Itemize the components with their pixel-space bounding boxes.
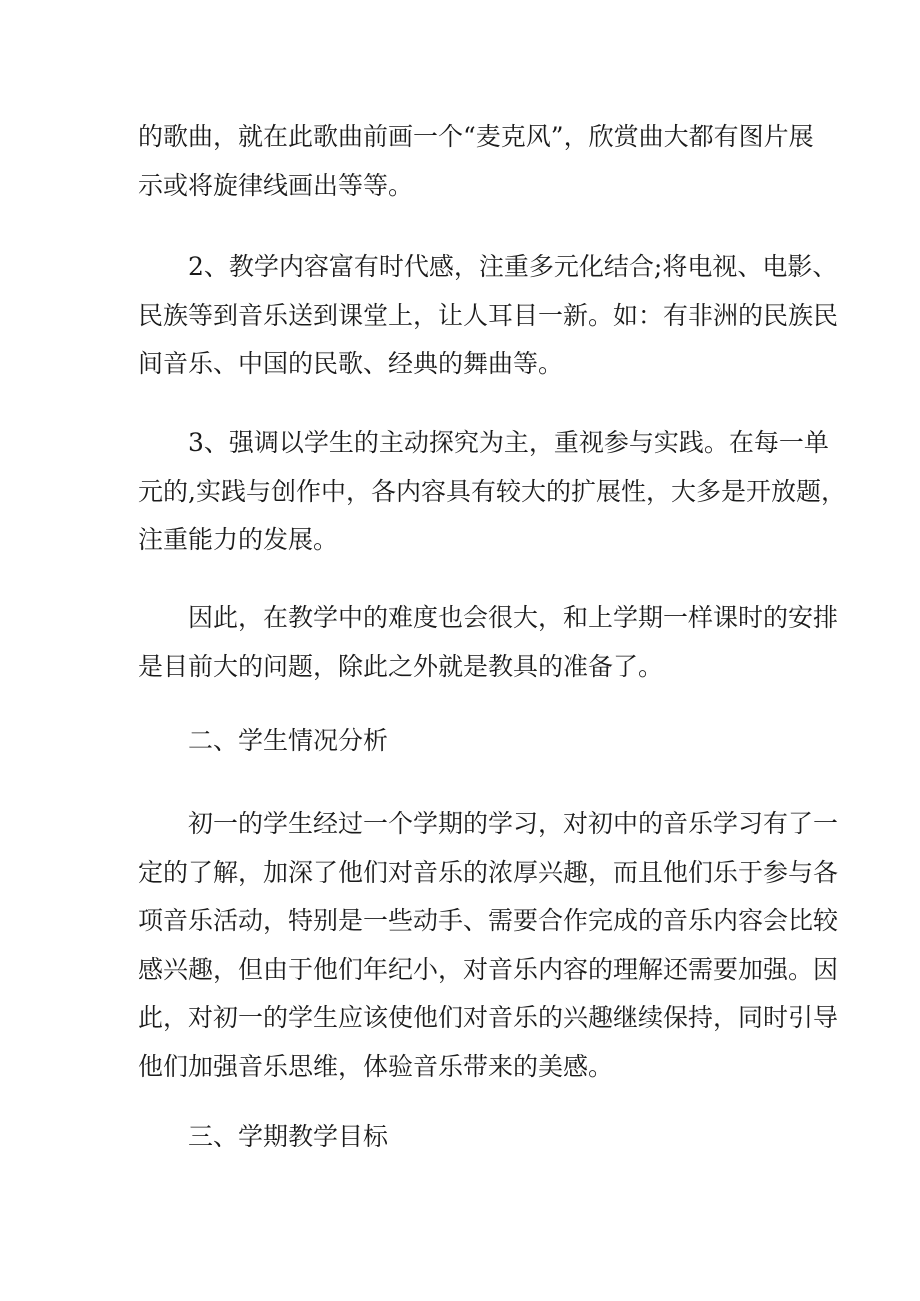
paragraph-conclusion (138, 594, 839, 691)
text-line: 民族等到音乐送到课堂上，让人耳目一新。如：有非洲的民族民 (138, 300, 839, 330)
text-line: 是目前大的问题，除此之外就是教具的准备了。 (138, 651, 664, 681)
paragraph-point-2 (138, 243, 839, 389)
text-line: 示或将旋律线画出等等。 (138, 170, 414, 200)
heading-text: 三、学期教学目标 (188, 1122, 389, 1151)
paragraph-students (138, 800, 839, 1091)
heading-text: 二、学生情况分析 (188, 726, 389, 755)
text-line: 定的了解，加深了他们对音乐的浓厚兴趣，而且他们乐于参与各 (138, 857, 839, 887)
text-line: 项音乐活动，特别是一些动手、需要合作完成的音乐内容会比较 (138, 906, 839, 935)
text-line: 2、教学内容富有时代感，注重多元化结合;将电视、电影、 (188, 252, 838, 281)
text-line: 因此，在教学中的难度也会很大，和上学期一样课时的安排 (188, 603, 839, 632)
text-line: 初一的学生经过一个学期的学习，对初中的音乐学习有了一 (188, 809, 839, 838)
text-line: 他们加强音乐思维，体验音乐带来的美感。 (138, 1051, 614, 1081)
text-line: 3、强调以学生的主动探究为主，重视参与实践。在每一单 (188, 428, 829, 457)
text-line: 元的,实践与创作中，各内容具有较大的扩展性，大多是开放题， (138, 476, 846, 506)
paragraph-intro-continued (138, 113, 814, 210)
text-line: 的歌曲，就在此歌曲前画一个“麦克风”，欣赏曲大都有图片展 (138, 122, 814, 151)
paragraph-point-3 (138, 419, 846, 565)
section-heading-semester-goals (138, 1113, 798, 1162)
text-line: 此，对初一的学生应该使他们对音乐的兴趣继续保持，同时引导 (138, 1003, 839, 1032)
text-line: 注重能力的发展。 (138, 525, 339, 554)
text-line: 间音乐、中国的民歌、经典的舞曲等。 (138, 349, 564, 378)
text-line: 感兴趣，但由于他们年纪小，对音乐内容的理解还需要加强。因 (138, 954, 839, 984)
section-heading-student-analysis (138, 717, 798, 766)
